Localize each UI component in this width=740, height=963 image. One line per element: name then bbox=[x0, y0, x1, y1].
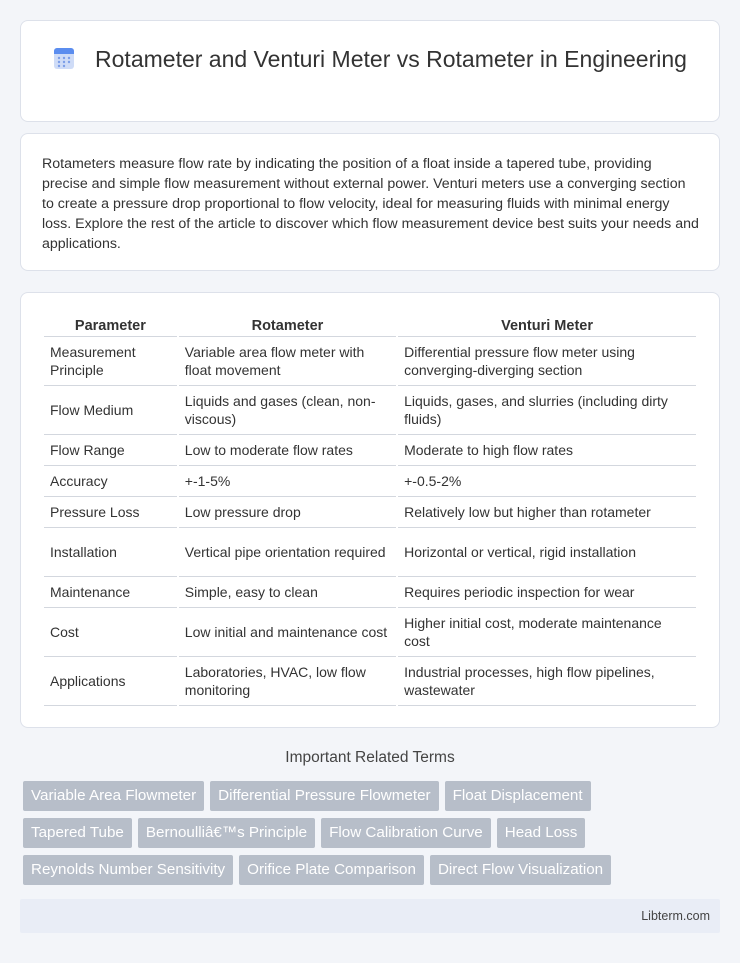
page-title-wrap bbox=[21, 45, 719, 74]
footer-site-link[interactable]: Libterm.com bbox=[641, 909, 710, 923]
table-cell: Variable area flow meter with float movement bbox=[179, 337, 396, 386]
tag-row bbox=[23, 855, 723, 885]
table-cell: Liquids and gases (clean, non-viscous) bbox=[179, 386, 396, 435]
table-cell: Low initial and maintenance cost bbox=[179, 608, 396, 657]
table-cell: Installation bbox=[44, 528, 177, 577]
tag-head-loss[interactable]: Head Loss bbox=[497, 818, 586, 848]
table-cell: Requires periodic inspection for wear bbox=[398, 577, 696, 608]
tag-bernoullis-principle[interactable]: Bernoulliâ€™s Principle bbox=[138, 818, 315, 848]
table-cell: Industrial processes, high flow pipelines, wastewater bbox=[398, 657, 696, 706]
table-row bbox=[44, 386, 696, 435]
table-cell: Higher initial cost, moderate maintenance cost bbox=[398, 608, 696, 657]
table-cell: Low to moderate flow rates bbox=[179, 435, 396, 466]
table-row bbox=[44, 435, 696, 466]
table-cell: Moderate to high flow rates bbox=[398, 435, 696, 466]
table-cell: Low pressure drop bbox=[179, 497, 396, 528]
table-cell: Flow Range bbox=[44, 435, 177, 466]
header-rotameter: Rotameter bbox=[179, 315, 396, 337]
tag-orifice-plate-comparison[interactable]: Orifice Plate Comparison bbox=[239, 855, 424, 885]
calendar-icon bbox=[53, 46, 75, 70]
table-row bbox=[44, 608, 696, 657]
tag-reynolds-number-sensitivity[interactable]: Reynolds Number Sensitivity bbox=[23, 855, 233, 885]
table-cell: Liquids, gases, and slurries (including dirty fluids) bbox=[398, 386, 696, 435]
table-row bbox=[44, 657, 696, 706]
tag-row bbox=[23, 818, 723, 848]
table-row bbox=[44, 466, 696, 497]
tag-flow-calibration-curve[interactable]: Flow Calibration Curve bbox=[321, 818, 491, 848]
table-cell: Simple, easy to clean bbox=[179, 577, 396, 608]
table-cell: Measurement Principle bbox=[44, 337, 177, 386]
tag-differential-pressure-flowmeter[interactable]: Differential Pressure Flowmeter bbox=[210, 781, 438, 811]
table-row bbox=[44, 337, 696, 386]
table-cell: +-1-5% bbox=[179, 466, 396, 497]
related-terms-tags bbox=[23, 781, 723, 892]
table-cell: Differential pressure flow meter using converging-diverging section bbox=[398, 337, 696, 386]
table-cell: Maintenance bbox=[44, 577, 177, 608]
header-parameter: Parameter bbox=[44, 315, 177, 337]
table-cell: +-0.5-2% bbox=[398, 466, 696, 497]
table-cell: Flow Medium bbox=[44, 386, 177, 435]
table-cell: Applications bbox=[44, 657, 177, 706]
intro-card bbox=[20, 133, 720, 271]
table-cell: Horizontal or vertical, rigid installation bbox=[398, 528, 696, 577]
table-cell: Cost bbox=[44, 608, 177, 657]
title-card bbox=[20, 20, 720, 122]
tag-row bbox=[23, 781, 723, 811]
comparison-table bbox=[42, 315, 698, 706]
tag-float-displacement[interactable]: Float Displacement bbox=[445, 781, 591, 811]
table-cell: Relatively low but higher than rotameter bbox=[398, 497, 696, 528]
footer bbox=[20, 899, 720, 933]
table-header-row bbox=[44, 315, 696, 337]
table-row bbox=[44, 577, 696, 608]
page-title: Rotameter and Venturi Meter vs Rotameter in Engineering bbox=[95, 46, 687, 72]
tag-variable-area-flowmeter[interactable]: Variable Area Flowmeter bbox=[23, 781, 204, 811]
comparison-table-card bbox=[20, 292, 720, 728]
tag-direct-flow-visualization[interactable]: Direct Flow Visualization bbox=[430, 855, 611, 885]
table-row bbox=[44, 497, 696, 528]
table-cell: Vertical pipe orientation required bbox=[179, 528, 396, 577]
related-terms-heading: Important Related Terms bbox=[285, 749, 455, 766]
table-cell: Accuracy bbox=[44, 466, 177, 497]
intro-paragraph: Rotameters measure flow rate by indicating the position of a float inside a tapered tube, providing precise and simple flow measurement without external power. Venturi meters use a converging section to create a pressure drop proportional to flow velocity, ideal for measuring fluids with minimal energy loss. Explore the rest of the article to discover which flow measurement device best suits your needs and applications. bbox=[42, 156, 699, 252]
table-cell: Laboratories, HVAC, low flow monitoring bbox=[179, 657, 396, 706]
header-venturi-meter: Venturi Meter bbox=[398, 315, 696, 337]
table-cell: Pressure Loss bbox=[44, 497, 177, 528]
tag-tapered-tube[interactable]: Tapered Tube bbox=[23, 818, 132, 848]
table-row bbox=[44, 528, 696, 577]
